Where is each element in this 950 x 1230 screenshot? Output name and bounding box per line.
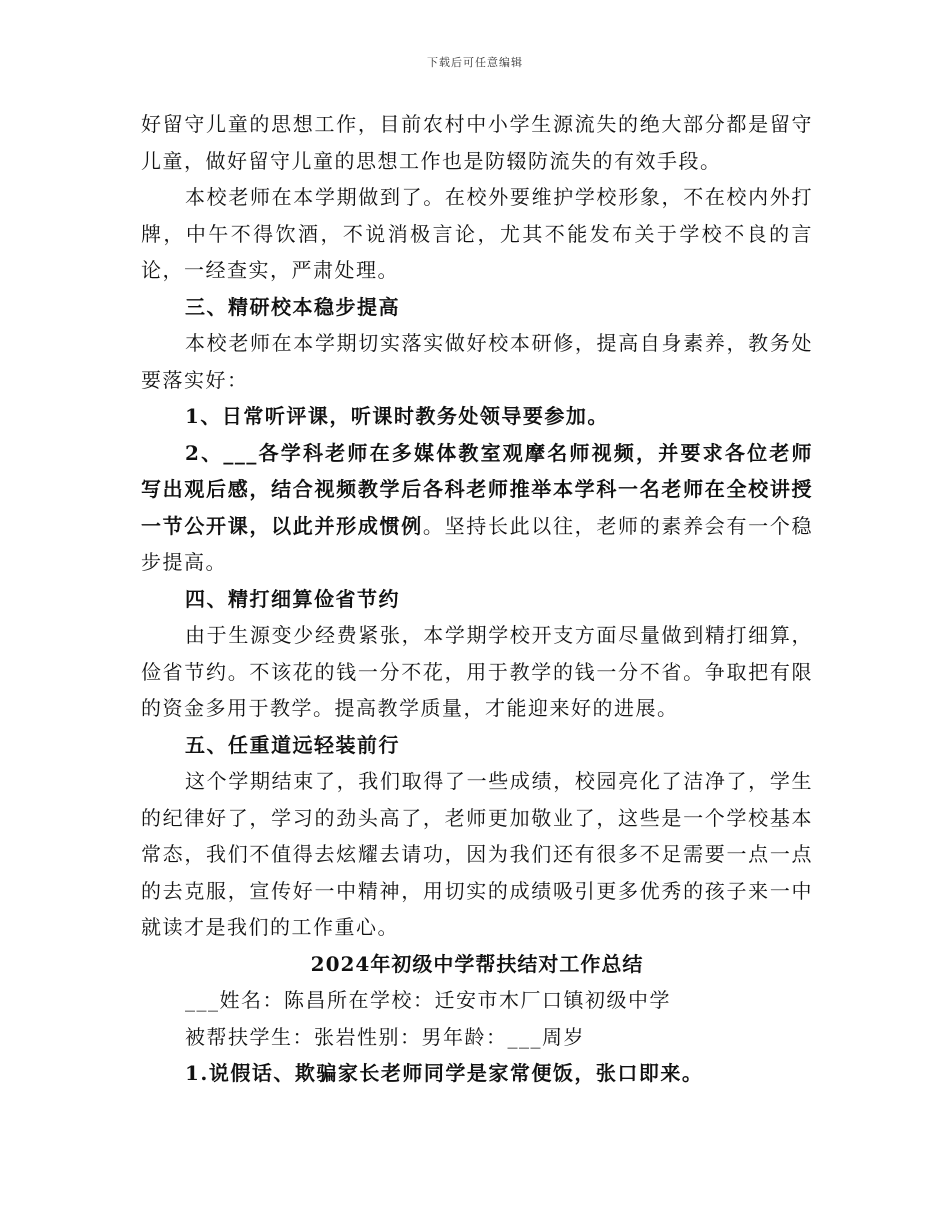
info-line-teacher: ___姓名：陈昌所在学校：迁安市木厂口镇初级中学 [185,988,671,1012]
page-header: 下载后可任意编辑 [427,56,523,69]
document-body [141,106,813,1092]
list-item-2-bold: 2、___各学科老师在多媒体教室观摩名师视频，并要求各位老师写出观后感，结合视频教学后各科老师推举本学科一名老师在全校讲授一节公开课，以此并形成惯例 [141,440,813,538]
list-item-2-rest: 。坚持长此以往，老师的素养会有一个稳步提高。 [141,513,814,574]
paragraph-continuation: 好留守儿童的思想工作，目前农村中小学生源流失的绝大部分都是留守儿童，做好留守儿童的思想工作也是防辍防流失的有效手段。 [141,112,813,173]
info-line-student: 被帮扶学生：张岩性别：男年龄：___周岁 [185,1024,585,1049]
document-title: 2024年初级中学帮扶结对工作总结 [310,951,644,976]
paragraph-teacher-conduct: 本校老师在本学期做到了。在校外要维护学校形象，不在校内外打牌，中午不得饮酒，不说消极言论，尤其不能发布关于学校不良的言论，一经查实，严肃处理。 [141,185,813,282]
section-heading-4: 四、精打细算俭省节约 [185,586,400,611]
section-heading-5: 五、任重道远轻装前行 [185,732,400,757]
paragraph-budget: 由于生源变少经费紧张，本学期学校开支方面尽量做到精打细算，俭省节约。不该花的钱一分不花，用于教学的钱一分不省。争取把有限的资金多用于教学。提高教学质量，才能迎来好的进展。 [141,623,813,720]
list-item-lying: 1.说假话、欺骗家长老师同学是家常便饭，张口即来。 [185,1061,704,1085]
list-item-2 [141,435,813,581]
section-heading-3: 三、精研校本稳步提高 [185,294,400,319]
list-item-1: 1、日常听评课，听课时教务处领导要参加。 [185,404,609,428]
paragraph-school-research: 本校老师在本学期切实落实做好校本研修，提高自身素养，教务处要落实好： [141,331,813,392]
paragraph-semester-summary: 这个学期结束了，我们取得了一些成绩，校园亮化了洁净了，学生的纪律好了，学习的劲头高了，老师更加敬业了，这些是一个学校基本常态，我们不值得去炫耀去请功，因为我们还有很多不足需要一点一点的去克服，宣传好一中精神，用切实的成绩吸引更多优秀的孩子来一中就读才是我们的工作重心。 [141,769,813,939]
